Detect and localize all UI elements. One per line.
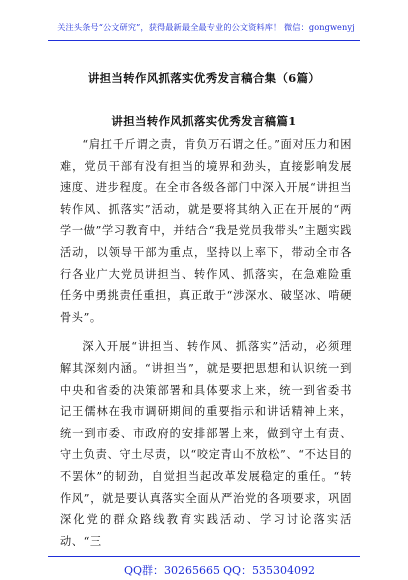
header-divider (48, 40, 360, 41)
section-title: 讲担当转作风抓落实优秀发言稿篇1 (111, 114, 297, 128)
footer-qq-contact: QQ：535304092 (223, 564, 316, 577)
document-title: 讲担当转作风抓落实优秀发言稿合集（6篇） (87, 71, 321, 85)
footer-divider (48, 556, 360, 557)
document-body (60, 134, 352, 552)
footer-qq-group: QQ群：30265665 (124, 564, 221, 577)
paragraph: “肩扛千斤谓之责，肯负万石谓之任。”面对压力和困难，党员干部有没有担当的境界和劲头，直接影响发展速度、进步程度。在全市各级各部门中深入开展“讲担当转作风、抓落实”活动，就是要将其纳入正在开展的“两学一做”学习教育中，并结合“我是党员我带头”主题实践活动，以领导干部为重点，坚持以上率下，带动全市各行各业广大党员讲担当、转作风、抓落实，在急难险重任务中勇挑责任重担，真正敢于“涉深水、破坚冰、啃硬骨头”。 (60, 138, 352, 324)
header-banner: 关注头条号“公文研究”，获得最新最全最专业的公文资料库！ 微信：gongwenyj (57, 22, 355, 32)
paragraph: 深入开展“讲担当、转作风、抓落实”活动，必须理解其深刻内涵。“讲担当”，就是要把思想和认识统一到中央和省委的决策部署和具体要求上来，统一到省委书记王儒林在我市调研期间的重要指示和讲话精神上来，统一到市委、市政府的安排部署上来，做到守土有责、守土负责、守土尽责，以“咬定青山不放松”、“不达目的不罢休”的韧劲，自觉担当起改革发展稳定的重任。“转作风”，就是要认真落实全面从严治党的各项要求，巩固深化党的群众路线教育实践活动、学习讨论落实活动、“三 (60, 340, 352, 548)
